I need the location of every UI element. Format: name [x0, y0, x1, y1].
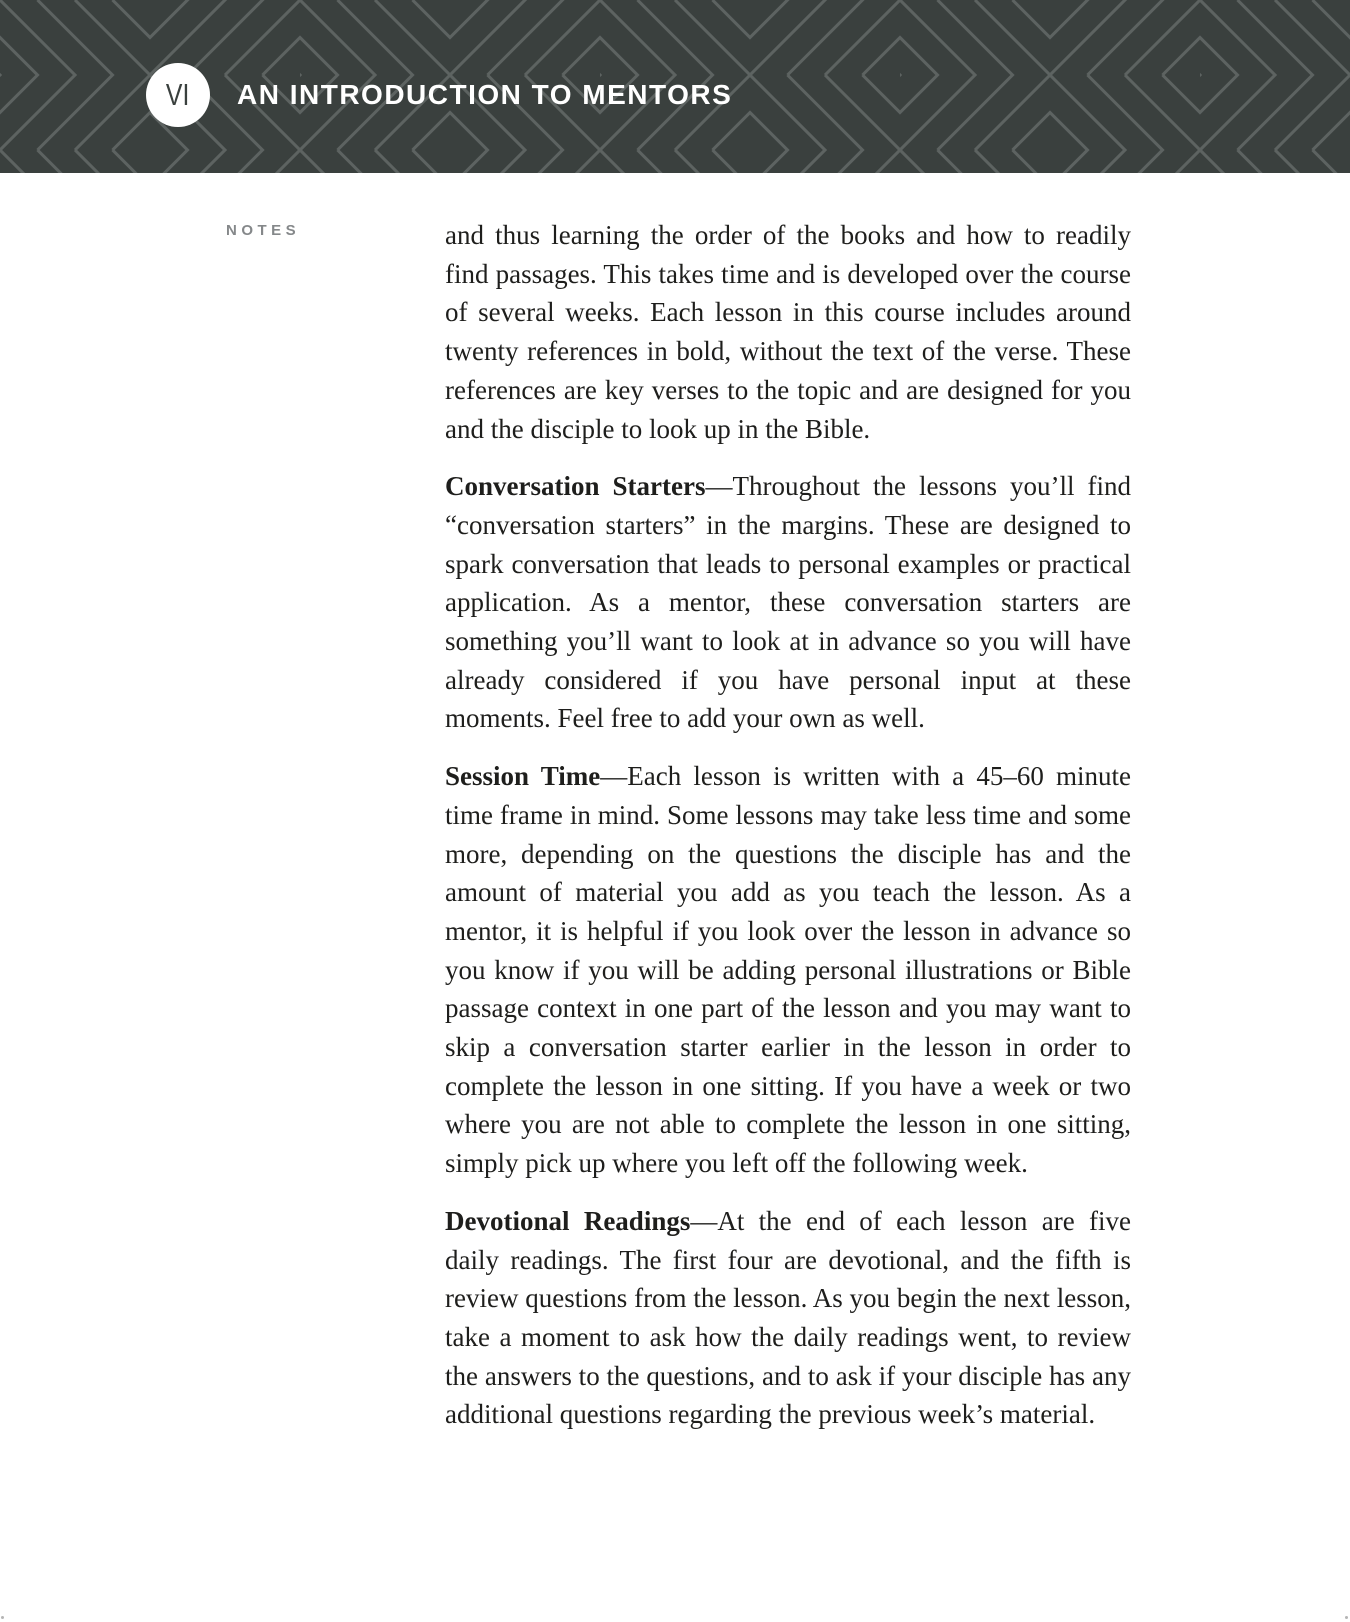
crop-mark	[1, 1616, 4, 1619]
paragraph-body: —Each lesson is written with a 45–60 minute time frame in mind. Some lessons may take less time and some more, depending on the questions the disciple has and the amount of material you add as you teach the lesson. As a mentor, it is helpful if you look over the lesson in advance so you know if you will be adding personal illustrations or Bible passage context in one part of the lesson and you may want to skip a conversation starter earlier in the lesson in order to complete the lesson in one sitting. If you have a week or two where you are not able to complete the lesson in one sitting, simply pick up where you left off the following week.	[445, 761, 1131, 1179]
paragraph-devotional-readings	[445, 1202, 1131, 1434]
paragraph-intro	[445, 216, 1131, 448]
paragraph-body: —At the end of each lesson are five daily readings. The first four are devotional, and the fifth is review questions from the lesson. As you begin the next lesson, take a moment to ask how the daily readings went, to review the answers to the questions, and to ask if your disciple has any additional questions regarding the previous week’s material.	[445, 1205, 1131, 1430]
body-text	[445, 216, 1131, 1434]
header-content	[0, 0, 1350, 173]
chapter-number-badge	[146, 63, 210, 127]
paragraph-lead: Devotional Readings	[445, 1205, 691, 1236]
paragraph-body: and thus learning the order of the books and how to readily find passages. This takes time and is developed over the course of several weeks. Each lesson in this course includes around twenty references in bold, without the text of the verse. These references are key verses to the topic and are designed for you and the disciple to look up in the Bible.	[445, 220, 1131, 444]
chapter-number: VI	[166, 77, 190, 112]
paragraph-session-time	[445, 757, 1131, 1183]
paragraph-conversation-starters	[445, 467, 1131, 738]
crop-mark	[1345, 1616, 1348, 1619]
paragraph-lead: Session Time	[445, 761, 601, 792]
notes-margin-label: NOTES	[226, 222, 301, 239]
paragraph-lead: Conversation Starters	[445, 471, 706, 502]
chapter-title: AN INTRODUCTION TO MENTORS	[237, 79, 733, 110]
paragraph-body: —Throughout the lessons you’ll find “conversation starters” in the margins. These are designed to spark conversation that leads to personal examples or practical application. As a mentor, these conversation starters are something you’ll want to look at in advance so you will have already considered if you have personal input at these moments. Feel free to add your own as well.	[445, 471, 1131, 734]
chapter-header	[0, 0, 1350, 173]
